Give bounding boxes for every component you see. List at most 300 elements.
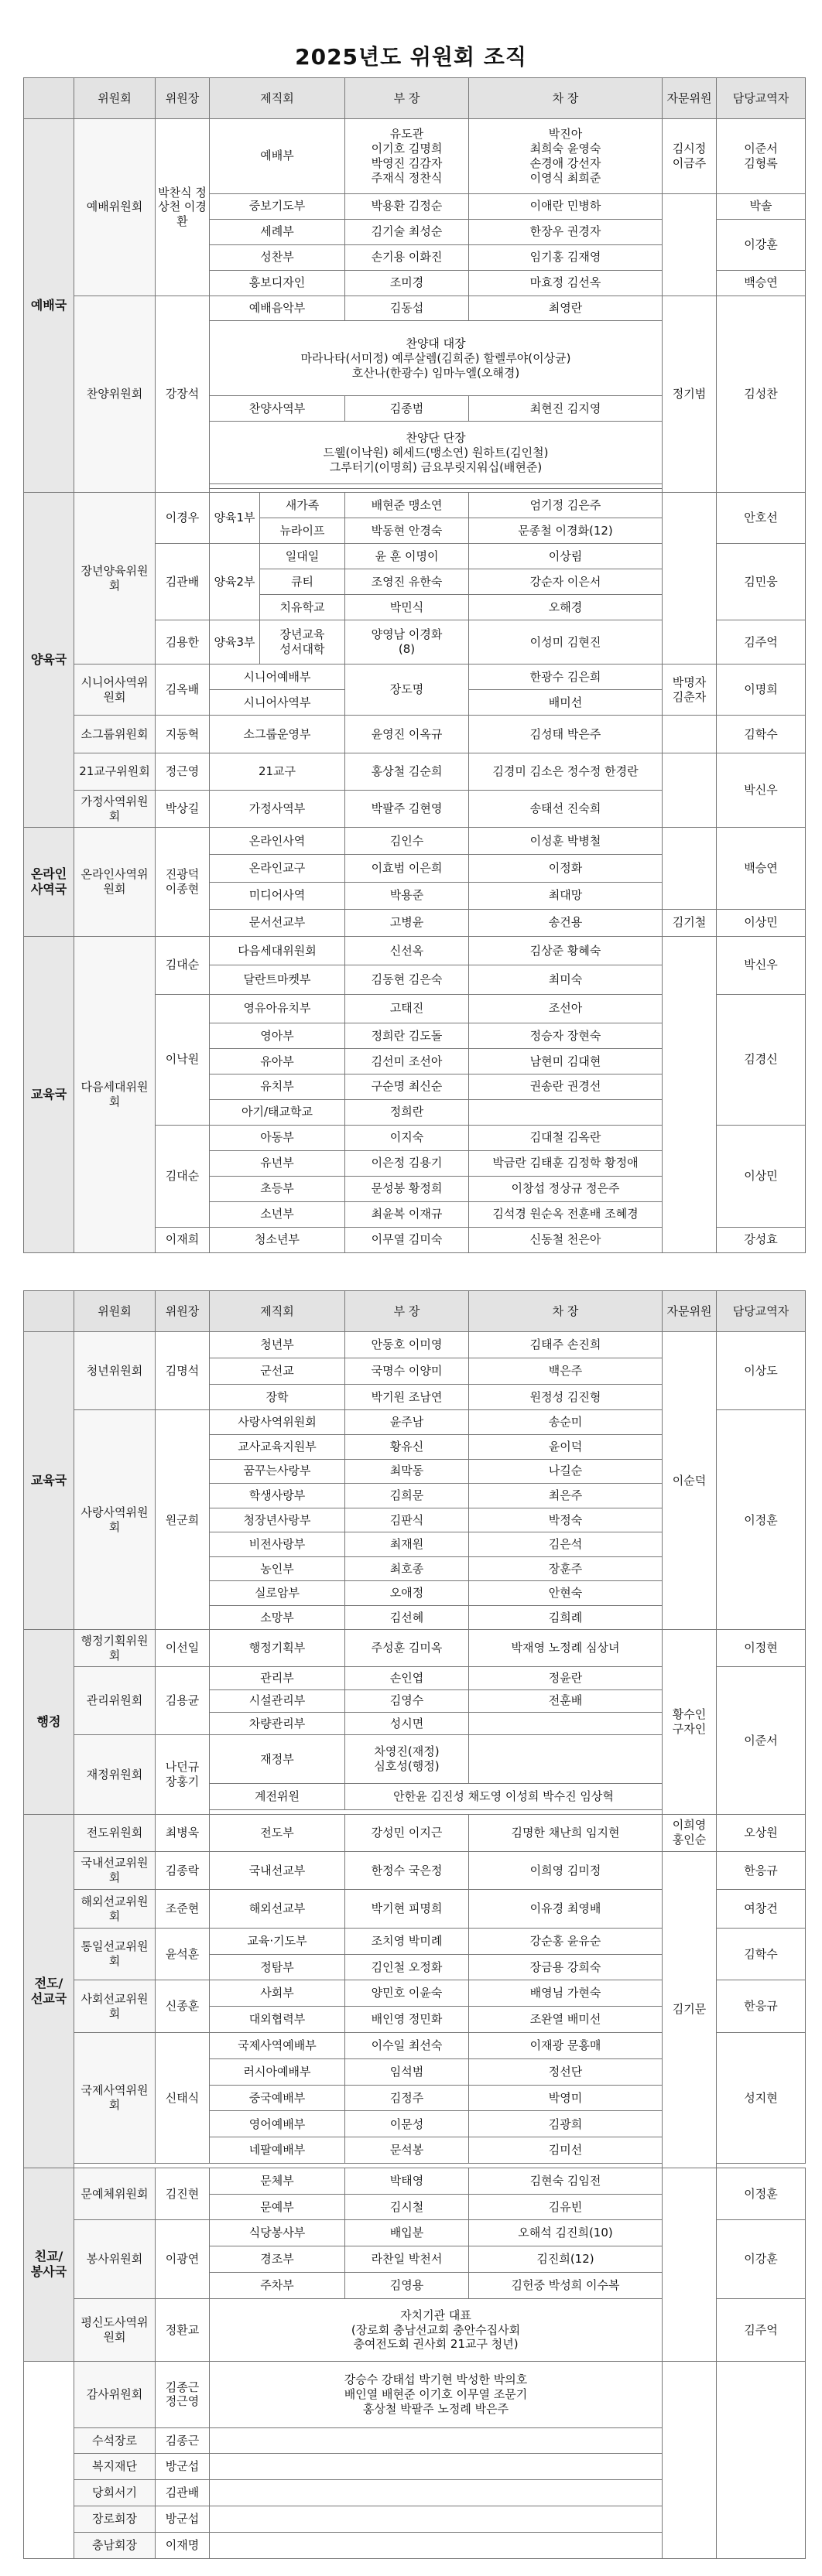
dept-online: 온라인 사역국 — [24, 828, 74, 937]
team-name: 관리부 — [210, 1667, 345, 1689]
pastor: 박신우 — [717, 753, 806, 828]
team-head: 김기술 최성순 — [345, 219, 469, 244]
team-head: 박민식 — [345, 595, 469, 620]
header-deputy: 차 장 — [469, 1291, 663, 1332]
blank — [210, 2506, 663, 2533]
team-name: 뉴라이프 — [260, 518, 345, 544]
team-head: 조치영 박미례 — [345, 1928, 469, 1954]
team-deputy: 이애란 민병하 — [469, 193, 663, 219]
committee-unification: 통일선교위원회 — [74, 1928, 156, 1980]
header-blank — [24, 78, 74, 119]
team-deputy: 김경미 김소은 정수정 한경란 — [469, 753, 663, 790]
team-deputy: 정승자 장현숙 — [469, 1023, 663, 1048]
pastor: 강성효 — [717, 1227, 806, 1252]
chair: 김종근 — [156, 2427, 210, 2454]
team-name: 일대일 — [260, 544, 345, 569]
pastor: 김성찬 — [717, 296, 806, 493]
team-head: 김종범 — [345, 396, 469, 422]
team-head: 윤 훈 이명이 — [345, 544, 469, 569]
advisor-blank — [663, 753, 717, 828]
pastor: 이정훈 — [717, 1410, 806, 1630]
dept-nurture: 양육국 — [24, 493, 74, 828]
team-head: 김영수 — [345, 1689, 469, 1712]
team-name: 계전위원 — [210, 1784, 345, 1810]
team-deputy: 최영란 — [469, 296, 663, 321]
chair: 방군섭 — [156, 2454, 210, 2480]
team-name: 유년부 — [210, 1150, 345, 1176]
committee-international: 국제사역위원회 — [74, 2033, 156, 2164]
committee-worship: 예배위원회 — [74, 119, 156, 296]
team-deputy: 이정화 — [469, 855, 663, 882]
header-pastor: 담당교역자 — [717, 1291, 806, 1332]
header-pastor: 담당교역자 — [717, 78, 806, 119]
team-head: 차영진(재정) 심호성(행정) — [345, 1735, 469, 1784]
team-deputy: 최은주 — [469, 1484, 663, 1508]
team-head: 한정수 국은정 — [345, 1851, 469, 1890]
team-head: 김인수 — [345, 828, 469, 855]
team-deputy: 권송란 권경선 — [469, 1074, 663, 1099]
team-name: 유아부 — [210, 1048, 345, 1074]
advisor: 정기범 — [663, 296, 717, 493]
committee-domestic: 국내선교위원회 — [74, 1851, 156, 1890]
chair: 이선일 — [156, 1630, 210, 1667]
committee-small-group: 소그룹위원회 — [74, 716, 156, 753]
team-name: 영유아유치부 — [210, 994, 345, 1023]
advisor-blank — [663, 828, 717, 909]
chair: 김진현 — [156, 2168, 210, 2220]
team-head: 김희문 — [345, 1484, 469, 1508]
team-name: 시니어사역부 — [210, 690, 345, 716]
team-head: 조미경 — [345, 270, 469, 296]
team-deputy: 조완열 배미선 — [469, 2007, 663, 2033]
committee-chief-elder: 수석장로 — [74, 2427, 156, 2454]
sub-team: 양육3부 — [210, 620, 260, 664]
chair: 김종근 정근영 — [156, 2361, 210, 2427]
chair: 김대순 — [156, 936, 210, 994]
team-head: 박태영 — [345, 2168, 469, 2194]
committee-plan: 행정기획위원회 — [74, 1630, 156, 1667]
advisor-blank — [663, 716, 717, 753]
team-head: 박용환 김정순 — [345, 193, 469, 219]
committee-men-head: 충남회장 — [74, 2532, 156, 2558]
team-head: 문석봉 — [345, 2137, 469, 2164]
team-name: 학생사랑부 — [210, 1484, 345, 1508]
team-head: 윤영진 이옥규 — [345, 716, 469, 753]
team-deputy: 신동철 천은아 — [469, 1227, 663, 1252]
pastor: 김주억 — [717, 620, 806, 664]
team-name: 달란트마켓부 — [210, 965, 345, 994]
advisor-blank — [663, 936, 717, 1252]
team-name: 소그룹운영부 — [210, 716, 345, 753]
chair: 윤석훈 — [156, 1928, 210, 1980]
team-head: 김시철 — [345, 2194, 469, 2220]
committee-love: 사랑사역위원회 — [74, 1410, 156, 1630]
team-deputy: 김미선 — [469, 2137, 663, 2164]
team-head: 손인엽 — [345, 1667, 469, 1689]
team-name: 미디어사역 — [210, 882, 345, 909]
team-head: 최윤복 이재규 — [345, 1201, 469, 1227]
team-name: 행정기획부 — [210, 1630, 345, 1667]
team-deputy: 김헌중 박성희 이수복 — [469, 2272, 663, 2298]
team-name: 사회부 — [210, 1980, 345, 2007]
blank — [210, 2454, 663, 2480]
team-name: 중보기도부 — [210, 193, 345, 219]
laity-org-list: 자치기관 대표 (장로회 충남선교회 충안수집사회 충여전도회 권사회 21교구 청년) — [210, 2298, 663, 2361]
team-deputy: 송태선 진숙희 — [469, 790, 663, 827]
team-deputy: 임기홍 김재영 — [469, 244, 663, 270]
team-name: 문예부 — [210, 2194, 345, 2220]
team-head: 정희란 김도돌 — [345, 1023, 469, 1048]
pastor: 이정현 — [717, 1630, 806, 1667]
chair: 김관배 — [156, 2480, 210, 2506]
team-name: 대외협력부 — [210, 2007, 345, 2033]
header-advisor: 자문위원 — [663, 78, 717, 119]
team-name: 예배음악부 — [210, 296, 345, 321]
team-name: 교육·기도부 — [210, 1928, 345, 1954]
chair: 이경우 — [156, 493, 210, 544]
pastor: 이준서 김형록 — [717, 119, 806, 194]
team-head: 김동현 김은숙 — [345, 965, 469, 994]
team-deputy: 마효정 김선옥 — [469, 270, 663, 296]
team-head: 김판식 — [345, 1508, 469, 1532]
team-name: 청년부 — [210, 1332, 345, 1358]
team-deputy: 이창섭 정상규 정은주 — [469, 1176, 663, 1201]
team-name: 성찬부 — [210, 244, 345, 270]
team-head: 홍상철 김순희 — [345, 753, 469, 790]
team-head: 배현준 맹소연 — [345, 493, 469, 518]
pastor: 이상민 — [717, 1125, 806, 1227]
team-deputy: 이성미 김현진 — [469, 620, 663, 664]
team-head: 안동호 이미영 — [345, 1332, 469, 1358]
committee-21: 21교구위원회 — [74, 753, 156, 790]
advisor-blank — [663, 2168, 717, 2361]
team-head: 박용준 — [345, 882, 469, 909]
team-head: 박동현 안경숙 — [345, 518, 469, 544]
pastor: 여창건 — [717, 1890, 806, 1929]
advisor-blank — [663, 193, 717, 296]
team-head: 신선옥 — [345, 936, 469, 965]
team-head: 고태진 — [345, 994, 469, 1023]
team-deputy: 김상준 황혜숙 — [469, 936, 663, 965]
advisor: 김기문 — [663, 1851, 717, 2168]
pastor: 백승연 — [717, 828, 806, 909]
pastor: 오상원 — [717, 1814, 806, 1851]
team-name: 세례부 — [210, 219, 345, 244]
team-name: 유치부 — [210, 1074, 345, 1099]
pastor: 이정훈 — [717, 2168, 806, 2220]
committee-elders-head: 장로회장 — [74, 2506, 156, 2533]
team-deputy: 한광수 김은희 — [469, 664, 663, 690]
dept-admin: 행정 — [24, 1630, 74, 1814]
team-deputy: 이성훈 박병철 — [469, 828, 663, 855]
team-name: 다음세대위원회 — [210, 936, 345, 965]
team-deputy: 전훈배 — [469, 1689, 663, 1712]
team-deputy: 엄기정 김은주 — [469, 493, 663, 518]
team-deputy: 김석경 원순옥 전훈배 조혜경 — [469, 1201, 663, 1227]
committee-family: 가정사역위원회 — [74, 790, 156, 827]
team-head: 양민호 이윤숙 — [345, 1980, 469, 2007]
pastor: 이상민 — [717, 909, 806, 936]
team-name: 국제사역예배부 — [210, 2033, 345, 2059]
choir-list: 찬양대 대장 마라나타(서미정) 예루살렘(김희준) 할렐루야(이상균) 호산나(한광수) 임마누엘(오해경) — [210, 321, 663, 396]
advisor-blank — [663, 2361, 717, 2558]
team-head: 이수일 최선숙 — [345, 2033, 469, 2059]
header-row — [24, 78, 806, 119]
team-deputy: 김희례 — [469, 1605, 663, 1630]
pastor: 이강훈 — [717, 2220, 806, 2298]
team-head: 성시면 — [345, 1712, 469, 1734]
team-head: 양영남 이경화 (8) — [345, 620, 469, 664]
page-title: 2025년도 위원회 조직 — [295, 44, 527, 70]
team-head: 조영진 유한숙 — [345, 569, 469, 595]
team-name: 사랑사역위원회 — [210, 1410, 345, 1435]
header-head: 부 장 — [345, 1291, 469, 1332]
team-name: 초등부 — [210, 1176, 345, 1201]
chair: 진광덕 이종현 — [156, 828, 210, 937]
team-name: 장학 — [210, 1384, 345, 1410]
chair: 박상길 — [156, 790, 210, 827]
chair: 조준현 — [156, 1890, 210, 1929]
chair: 김용한 — [156, 620, 210, 664]
dept-fellowship: 친교/ 봉사국 — [24, 2168, 74, 2361]
team-deputy: 이희영 김미정 — [469, 1851, 663, 1890]
advisor: 이희영 홍인순 — [663, 1814, 717, 1851]
audit-member-list: 강승수 강태섭 박기현 박성한 박의호 배인열 배현준 이기호 이무열 조문기 홍상철 박팔주 노정례 박은주 — [210, 2361, 663, 2427]
team-head: 구순명 최신순 — [345, 1074, 469, 1099]
team-head: 이효범 이은희 — [345, 855, 469, 882]
committee-service: 봉사위원회 — [74, 2220, 156, 2298]
team-name: 온라인사역 — [210, 828, 345, 855]
team-deputy: 김성태 박은주 — [469, 716, 663, 753]
committee-social: 사회선교위원회 — [74, 1980, 156, 2033]
team-deputy: 이유경 최영배 — [469, 1890, 663, 1929]
team-deputy: 이상림 — [469, 544, 663, 569]
sub-team: 양육1부 — [210, 493, 260, 544]
team-deputy: 최대망 — [469, 882, 663, 909]
dept-mission: 전도/ 선교국 — [24, 1814, 74, 2168]
pastor: 이상도 — [717, 1332, 806, 1410]
team-deputy: 최미숙 — [469, 965, 663, 994]
team-deputy: 원정성 김진형 — [469, 1384, 663, 1410]
team-name: 온라인교구 — [210, 855, 345, 882]
chair-praise: 강장석 — [156, 296, 210, 493]
committee-praise: 찬양위원회 — [74, 296, 156, 493]
team-deputy: 박영미 — [469, 2085, 663, 2111]
team-head: 윤주남 — [345, 1410, 469, 1435]
chair: 이낙원 — [156, 994, 210, 1125]
team-name: 청장년사랑부 — [210, 1508, 345, 1532]
team-deputy: 김광희 — [469, 2111, 663, 2137]
team-head: 장도명 — [345, 664, 469, 716]
team-head: 김동섭 — [345, 296, 469, 321]
team-name: 가정사역부 — [210, 790, 345, 827]
blank — [210, 2480, 663, 2506]
team-deputy: 김대철 김옥란 — [469, 1125, 663, 1150]
team-deputy — [469, 1099, 663, 1125]
team-head: 이무열 김미숙 — [345, 1227, 469, 1252]
team-name: 주차부 — [210, 2272, 345, 2298]
team-deputy: 강순자 이은서 — [469, 569, 663, 595]
team-deputy: 김현숙 김임전 — [469, 2168, 663, 2194]
pastor: 이명희 — [717, 664, 806, 716]
team-deputy: 송건용 — [469, 909, 663, 936]
team-name: 아동부 — [210, 1125, 345, 1150]
team-name: 재정부 — [210, 1735, 345, 1784]
team-head: 최막동 — [345, 1459, 469, 1484]
team-name: 군선교 — [210, 1358, 345, 1384]
committee-secretary: 당회서기 — [74, 2480, 156, 2506]
blank — [210, 2532, 663, 2558]
pastor: 백승연 — [717, 270, 806, 296]
header-committee: 위원회 — [74, 1291, 156, 1332]
team-name: 시설관리부 — [210, 1689, 345, 1712]
chair: 지동혁 — [156, 716, 210, 753]
team-name: 문서선교부 — [210, 909, 345, 936]
dept-teach: 교육국 — [24, 936, 74, 1252]
chair: 김용균 — [156, 1667, 210, 1735]
committee-next-gen: 다음세대위원회 — [74, 936, 156, 1252]
team-deputy: 안현숙 — [469, 1581, 663, 1606]
pastor: 이강훈 — [717, 219, 806, 270]
chair: 김종락 — [156, 1851, 210, 1890]
team-name: 예배부 — [210, 119, 345, 194]
chair: 김옥배 — [156, 664, 210, 716]
team-head: 이문성 — [345, 2111, 469, 2137]
chair: 나던규 장홍기 — [156, 1735, 210, 1815]
team-deputy: 오해석 김진희(10) — [469, 2220, 663, 2246]
advisor: 김기철 — [663, 909, 717, 936]
team-name: 문체부 — [210, 2168, 345, 2194]
committee-grow: 장년양육위원회 — [74, 493, 156, 664]
team-head: 라찬일 박천서 — [345, 2246, 469, 2273]
team-name: 러시아예배부 — [210, 2058, 345, 2085]
pastor: 박솔 — [717, 193, 806, 219]
team-deputy: 송순미 — [469, 1410, 663, 1435]
pastor: 김경신 — [717, 994, 806, 1125]
team-head: 오애정 — [345, 1581, 469, 1606]
chair: 김명석 — [156, 1332, 210, 1410]
team-name: 전도부 — [210, 1814, 345, 1851]
team-head: 임석범 — [345, 2058, 469, 2085]
team-deputy: 문종철 이경화(12) — [469, 518, 663, 544]
header-committee: 위원회 — [74, 78, 156, 119]
team-head: 박기현 피명희 — [345, 1890, 469, 1929]
team-name: 소망부 — [210, 1605, 345, 1630]
header-row — [24, 1291, 806, 1332]
team-head: 최재원 — [345, 1532, 469, 1557]
team-head: 배입분 — [345, 2220, 469, 2246]
chair-worship: 박찬식 정상천 이경환 — [156, 119, 210, 296]
team-deputy: 나길순 — [469, 1459, 663, 1484]
advisor-blank — [663, 493, 717, 664]
team-deputy: 백은주 — [469, 1358, 663, 1384]
team-deputy: 박금란 김태훈 김정학 황정애 — [469, 1150, 663, 1176]
band-list: 찬양단 단장 드웰(이낙원) 헤세드(맹소연) 원하트(김인철) 그루터기(이명희) 금요부릿지워십(배현준) — [210, 422, 663, 484]
team-deputy: 강순홍 윤유순 — [469, 1928, 663, 1954]
header-deputy: 차 장 — [469, 78, 663, 119]
team-head: 황유신 — [345, 1434, 469, 1459]
team-name: 청소년부 — [210, 1227, 345, 1252]
team-head: 배인영 정민화 — [345, 2007, 469, 2033]
chair: 정근영 — [156, 753, 210, 790]
team-name: 21교구 — [210, 753, 345, 790]
chair: 김관배 — [156, 544, 210, 620]
team-deputy: 배영님 가현숙 — [469, 1980, 663, 2007]
team-deputy: 김명한 채난희 임지현 — [469, 1814, 663, 1851]
committee-welfare: 복지재단 — [74, 2454, 156, 2480]
chair: 정환교 — [156, 2298, 210, 2361]
team-name: 실로암부 — [210, 1581, 345, 1606]
team-deputy: 배미선 — [469, 690, 663, 716]
team-name: 정탐부 — [210, 1954, 345, 1980]
header-chair: 위원장 — [156, 1291, 210, 1332]
pastor: 한응규 — [717, 1980, 806, 2033]
team-head: 고병윤 — [345, 909, 469, 936]
chair: 이재희 — [156, 1227, 210, 1252]
team-name: 큐티 — [260, 569, 345, 595]
team-head: 김선미 조선아 — [345, 1048, 469, 1074]
committee-overseas: 해외선교위원회 — [74, 1890, 156, 1929]
committee-audit: 감사위원회 — [74, 2361, 156, 2427]
pastor: 김민웅 — [717, 544, 806, 620]
sub-team: 양육2부 — [210, 544, 260, 620]
team-head: 손기용 이화진 — [345, 244, 469, 270]
team-name: 꿈꾸는사랑부 — [210, 1459, 345, 1484]
team-head: 주성훈 김미옥 — [345, 1630, 469, 1667]
team-head: 이지숙 — [345, 1125, 469, 1150]
team-deputy: 정선단 — [469, 2058, 663, 2085]
committee-culture: 문예체위원회 — [74, 2168, 156, 2220]
chair: 김대순 — [156, 1125, 210, 1227]
team-deputy: 김태주 손진희 — [469, 1332, 663, 1358]
chair: 방군섭 — [156, 2506, 210, 2533]
team-deputy: 최현진 김지영 — [469, 396, 663, 422]
pastor: 이준서 — [717, 1667, 806, 1814]
team-head: 강성민 이지근 — [345, 1814, 469, 1851]
team-members: 안한윤 김진성 채도영 이성희 박수진 임상혁 — [345, 1784, 663, 1810]
team-head: 김정주 — [345, 2085, 469, 2111]
team-name: 치유학교 — [260, 595, 345, 620]
header-blank — [24, 1291, 74, 1332]
dept-blank — [24, 2361, 74, 2558]
chair: 이재명 — [156, 2532, 210, 2558]
team-head: 유도관 이기호 김명희 박영진 김감자 주재식 정찬식 — [345, 119, 469, 194]
team-head: 박기원 조남연 — [345, 1384, 469, 1410]
team-name: 아기/태교학교 — [210, 1099, 345, 1125]
team-name: 중국예배부 — [210, 2085, 345, 2111]
team-name: 경조부 — [210, 2246, 345, 2273]
team-head: 김인철 오정화 — [345, 1954, 469, 1980]
committee-senior: 시니어사역위원회 — [74, 664, 156, 716]
team-deputy: 오해경 — [469, 595, 663, 620]
team-deputy: 조선아 — [469, 994, 663, 1023]
team-head: 최호종 — [345, 1556, 469, 1581]
team-deputy: 김은석 — [469, 1532, 663, 1557]
team-deputy: 박정숙 — [469, 1508, 663, 1532]
team-name: 소년부 — [210, 1201, 345, 1227]
team-deputy: 남현미 김대현 — [469, 1048, 663, 1074]
advisor: 김시정 이금주 — [663, 119, 717, 194]
dept-worship: 예배국 — [24, 119, 74, 493]
committee-evangelism: 전도위원회 — [74, 1814, 156, 1851]
chair: 신종훈 — [156, 1980, 210, 2033]
advisor: 이순덕 — [663, 1332, 717, 1630]
team-head: 김영용 — [345, 2272, 469, 2298]
team-deputy: 장금용 강희숙 — [469, 1954, 663, 1980]
committee-mgmt: 관리위원회 — [74, 1667, 156, 1735]
chair: 원군희 — [156, 1410, 210, 1630]
team-deputy: 윤이덕 — [469, 1434, 663, 1459]
